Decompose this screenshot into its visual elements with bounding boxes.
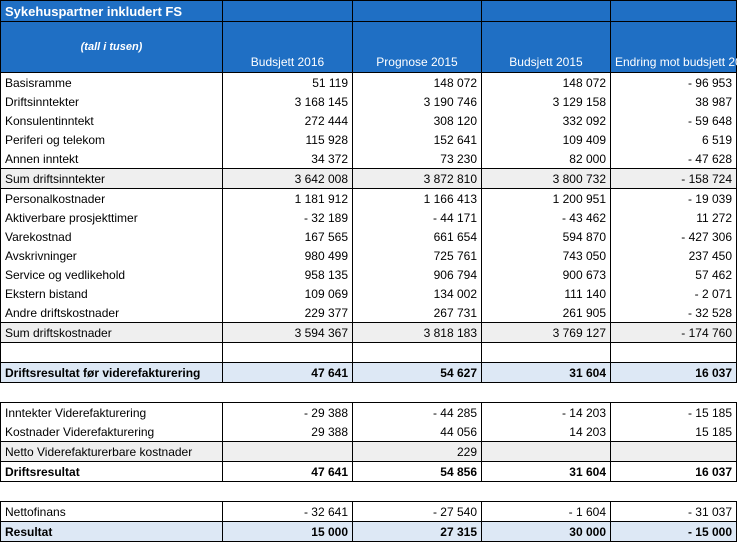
cell: 54 627: [353, 363, 482, 383]
row-label: Service og vedlikehold: [1, 265, 223, 284]
cell: 3 818 183: [353, 323, 482, 343]
cell: 47 641: [223, 462, 353, 482]
cell: 900 673: [482, 265, 611, 284]
cell: 725 761: [353, 246, 482, 265]
cell: 229: [353, 442, 482, 462]
row-personalkostnader: [1, 189, 737, 209]
row-ekstern-bistand: [1, 284, 737, 303]
cell: - 32 528: [611, 303, 737, 323]
row-sum-driftskostnader: [1, 323, 737, 343]
cell: 152 641: [353, 130, 482, 149]
row-aktiverbare: [1, 208, 737, 227]
gap-row: [1, 482, 737, 502]
cell: 1 200 951: [482, 189, 611, 209]
row-nettofinans: [1, 502, 737, 522]
cell: - 158 724: [611, 169, 737, 189]
cell: 237 450: [611, 246, 737, 265]
cell: 134 002: [353, 284, 482, 303]
cell: 115 928: [223, 130, 353, 149]
row-label: Driftsresultat før viderefakturering: [1, 363, 223, 383]
row-driftsinntekter: [1, 92, 737, 111]
col-header-prognose-2015: Prognose 2015: [353, 22, 482, 73]
cell: 148 072: [353, 73, 482, 93]
cell: 16 037: [611, 363, 737, 383]
cell: 57 462: [611, 265, 737, 284]
cell: 47 641: [223, 363, 353, 383]
cell: 1 166 413: [353, 189, 482, 209]
col-header-budsjett-2016: Budsjett 2016: [223, 22, 353, 73]
cell: 167 565: [223, 227, 353, 246]
cell: 29 388: [223, 422, 353, 442]
cell: 3 642 008: [223, 169, 353, 189]
cell: 44 056: [353, 422, 482, 442]
cell: 3 594 367: [223, 323, 353, 343]
cell: [482, 442, 611, 462]
row-label: Periferi og telekom: [1, 130, 223, 149]
cell: [223, 442, 353, 462]
cell: - 96 953: [611, 73, 737, 93]
cell: 31 604: [482, 363, 611, 383]
row-label: Aktiverbare prosjekttimer: [1, 208, 223, 227]
cell: - 14 203: [482, 403, 611, 423]
cell: - 32 641: [223, 502, 353, 522]
row-sum-driftsinntekter: [1, 169, 737, 189]
row-label: Konsulentinntekt: [1, 111, 223, 130]
cell: - 15 000: [611, 522, 737, 542]
cell: - 1 604: [482, 502, 611, 522]
row-netto-viderefakturerbare: [1, 442, 737, 462]
cell: 34 372: [223, 149, 353, 169]
cell: 906 794: [353, 265, 482, 284]
cell: 272 444: [223, 111, 353, 130]
row-label: Inntekter Viderefakturering: [1, 403, 223, 423]
header-row: [1, 22, 737, 73]
col-header-budsjett-2015: Budsjett 2015: [482, 22, 611, 73]
spacer-row: [1, 343, 737, 363]
cell: 16 037: [611, 462, 737, 482]
cell: 31 604: [482, 462, 611, 482]
cell: - 31 037: [611, 502, 737, 522]
cell: - 27 540: [353, 502, 482, 522]
cell: 3 800 732: [482, 169, 611, 189]
cell: 109 069: [223, 284, 353, 303]
row-label: Sum driftsinntekter: [1, 169, 223, 189]
row-label: Resultat: [1, 522, 223, 542]
row-label: Annen inntekt: [1, 149, 223, 169]
cell: - 29 388: [223, 403, 353, 423]
row-label: Basisramme: [1, 73, 223, 93]
row-andre-driftskostnader: [1, 303, 737, 323]
row-avskrivninger: [1, 246, 737, 265]
cell: - 44 285: [353, 403, 482, 423]
row-label: Nettofinans: [1, 502, 223, 522]
cell: - 47 628: [611, 149, 737, 169]
cell: - 15 185: [611, 403, 737, 423]
cell: - 19 039: [611, 189, 737, 209]
cell: 3 190 746: [353, 92, 482, 111]
cell: 1 181 912: [223, 189, 353, 209]
cell: 958 135: [223, 265, 353, 284]
cell: 15 185: [611, 422, 737, 442]
cell: 109 409: [482, 130, 611, 149]
cell: 743 050: [482, 246, 611, 265]
cell: 82 000: [482, 149, 611, 169]
cell: 6 519: [611, 130, 737, 149]
row-inntekter-viderefakturering: [1, 403, 737, 423]
cell: 308 120: [353, 111, 482, 130]
row-label: Netto Viderefakturerbare kostnader: [1, 442, 223, 462]
cell: - 2 071: [611, 284, 737, 303]
cell: 51 119: [223, 73, 353, 93]
cell: 148 072: [482, 73, 611, 93]
row-label: Varekostnad: [1, 227, 223, 246]
cell: 594 870: [482, 227, 611, 246]
cell: 229 377: [223, 303, 353, 323]
row-annen-inntekt: [1, 149, 737, 169]
cell: 15 000: [223, 522, 353, 542]
row-varekostnad: [1, 227, 737, 246]
cell: - 174 760: [611, 323, 737, 343]
row-periferi: [1, 130, 737, 149]
cell: 14 203: [482, 422, 611, 442]
row-label: Personalkostnader: [1, 189, 223, 209]
cell: 332 092: [482, 111, 611, 130]
cell: - 44 171: [353, 208, 482, 227]
cell: 38 987: [611, 92, 737, 111]
row-label: Driftsresultat: [1, 462, 223, 482]
cell: 27 315: [353, 522, 482, 542]
row-driftsresultat-for-viderefakturering: [1, 363, 737, 383]
cell: [611, 442, 737, 462]
gap-row: [1, 383, 737, 403]
cell: 3 168 145: [223, 92, 353, 111]
cell: 661 654: [353, 227, 482, 246]
col-header-endring: Endring mot budsjett 2015: [611, 22, 737, 73]
cell: - 32 189: [223, 208, 353, 227]
cell: 73 230: [353, 149, 482, 169]
row-label: Ekstern bistand: [1, 284, 223, 303]
row-resultat: [1, 522, 737, 542]
cell: - 59 648: [611, 111, 737, 130]
cell: 11 272: [611, 208, 737, 227]
cell: - 43 462: [482, 208, 611, 227]
row-kostnader-viderefakturering: [1, 422, 737, 442]
row-driftsresultat: [1, 462, 737, 482]
row-service: [1, 265, 737, 284]
row-label: Kostnader Viderefakturering: [1, 422, 223, 442]
row-basisramme: [1, 73, 737, 93]
units-label: (tall i tusen): [1, 22, 223, 73]
cell: 3 769 127: [482, 323, 611, 343]
row-label: Andre driftskostnader: [1, 303, 223, 323]
cell: 111 140: [482, 284, 611, 303]
cell: 3 129 158: [482, 92, 611, 111]
cell: 54 856: [353, 462, 482, 482]
row-label: Avskrivninger: [1, 246, 223, 265]
cell: - 427 306: [611, 227, 737, 246]
table-title: Sykehuspartner inkludert FS: [1, 1, 223, 22]
cell: 3 872 810: [353, 169, 482, 189]
row-konsulentinntekt: [1, 111, 737, 130]
cell: 30 000: [482, 522, 611, 542]
cell: 267 731: [353, 303, 482, 323]
cell: 980 499: [223, 246, 353, 265]
cell: 261 905: [482, 303, 611, 323]
title-row: [1, 1, 737, 22]
row-label: Driftsinntekter: [1, 92, 223, 111]
row-label: Sum driftskostnader: [1, 323, 223, 343]
